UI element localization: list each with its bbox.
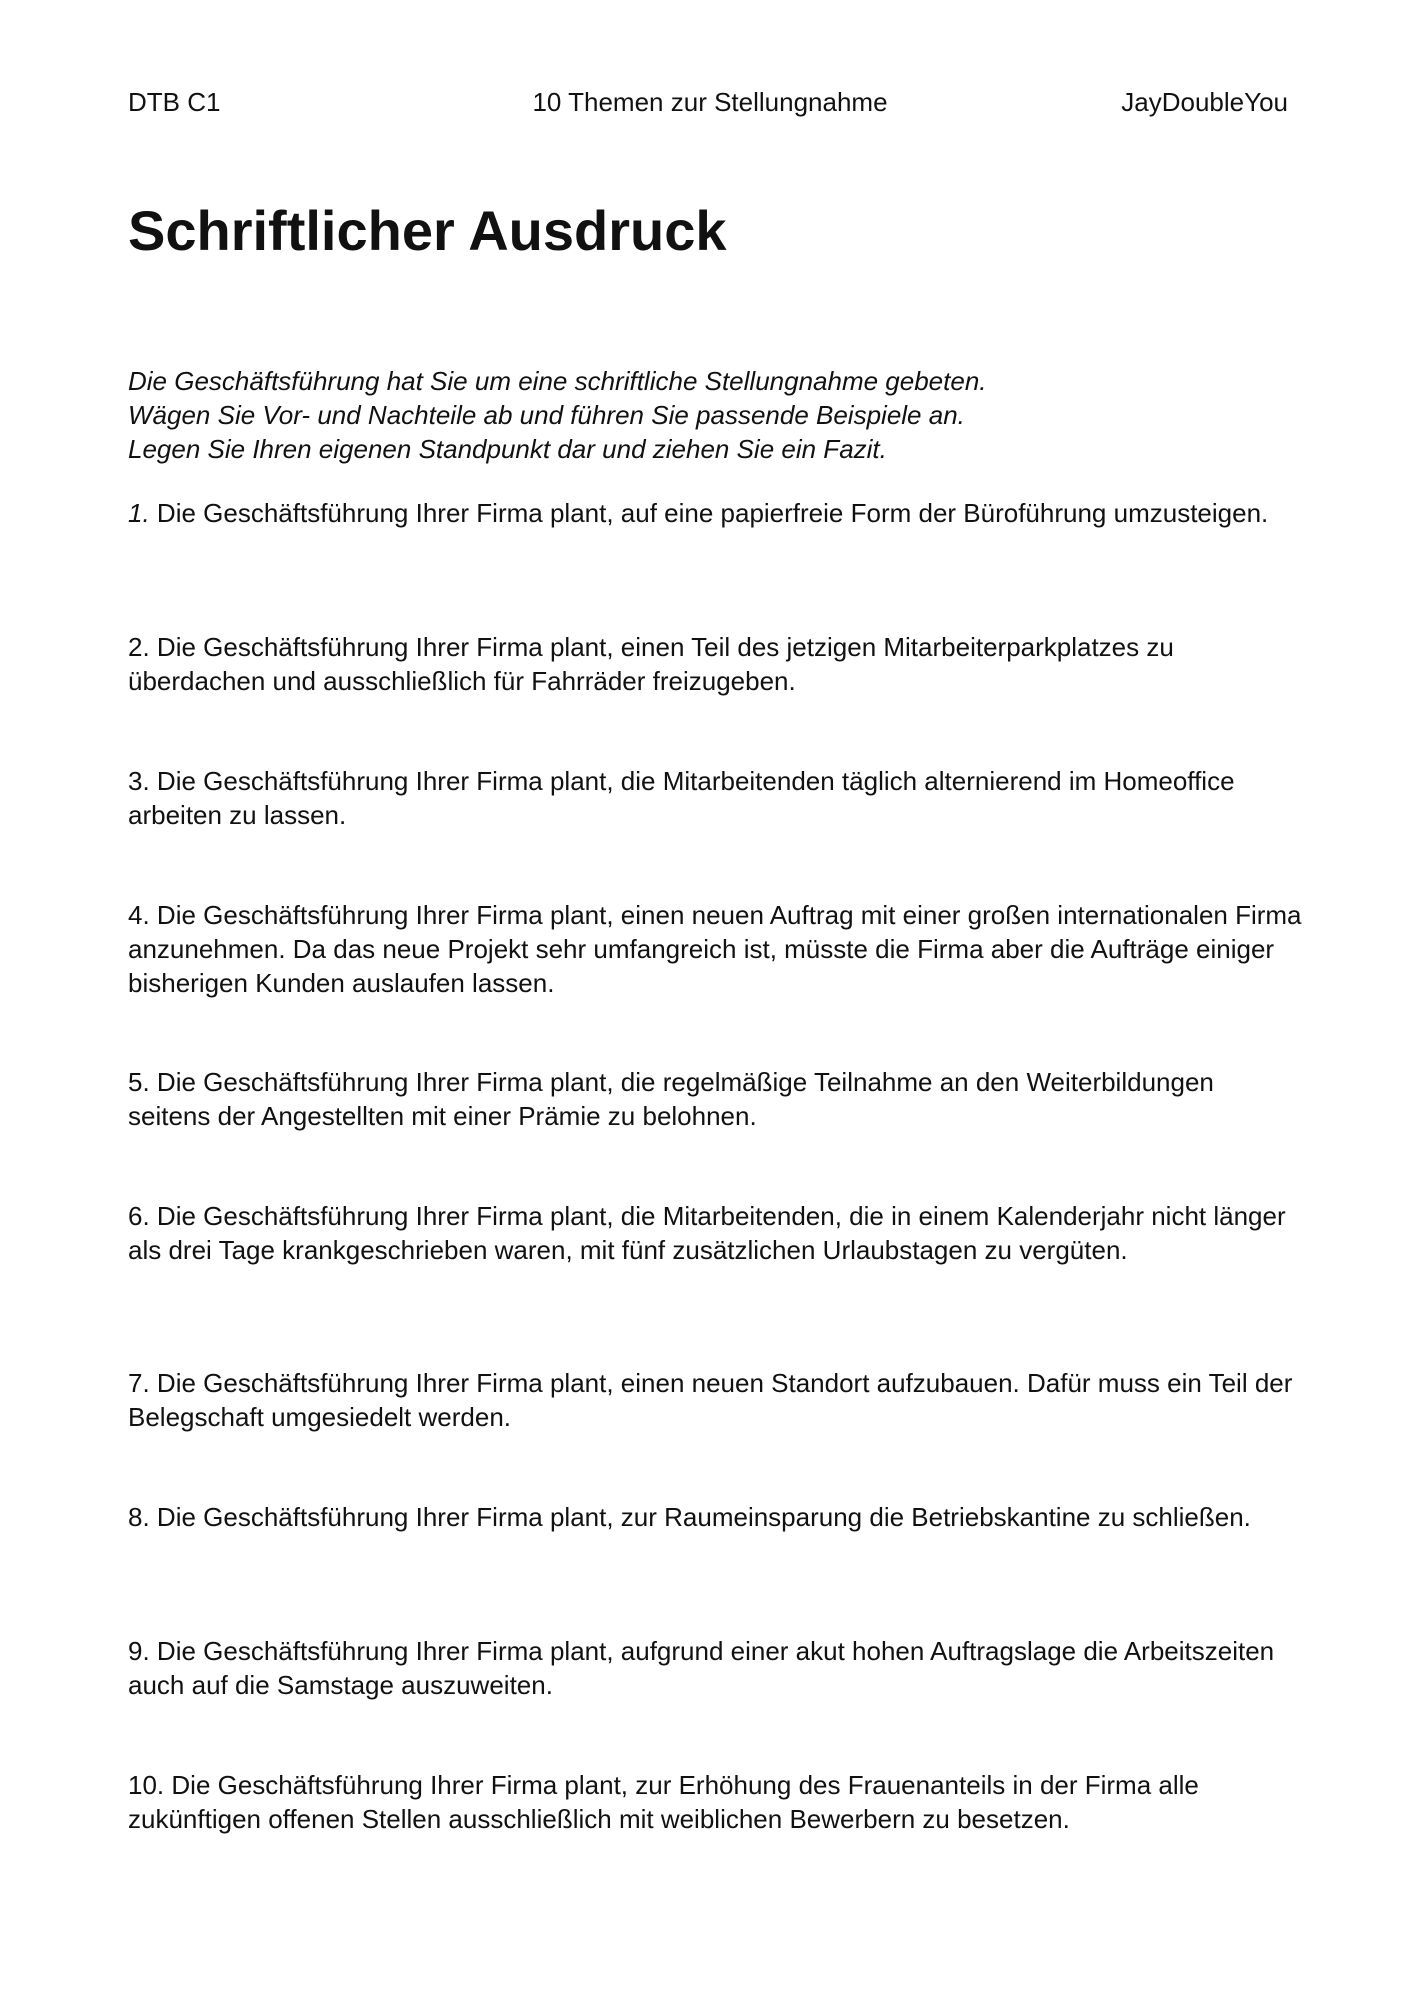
topic-number: 6. xyxy=(128,1201,150,1231)
topic-item-7 xyxy=(128,1366,1303,1434)
topic-number: 9. xyxy=(128,1636,150,1666)
topic-text: Die Geschäftsführung Ihrer Firma plant, einen neuen Standort aufzubauen. Dafür muss ein Teil der Belegschaft umgesiedelt werden. xyxy=(128,1368,1293,1432)
topic-text: Die Geschäftsführung Ihrer Firma plant, die regelmäßige Teilnahme an den Weiterbildungen seitens der Angestellten mit einer Prämie zu belohnen. xyxy=(128,1067,1214,1131)
topic-number: 10. xyxy=(128,1770,165,1800)
topic-text: Die Geschäftsführung Ihrer Firma plant, zur Erhöhung des Frauenanteils in der Firma alle zukünftigen offenen Stellen ausschließlich mit weiblichen Bewerbern zu besetzen. xyxy=(128,1770,1199,1834)
topic-number: 7. xyxy=(128,1368,150,1398)
topic-text: Die Geschäftsführung Ihrer Firma plant, aufgrund einer akut hohen Auftragslage die Arbeitszeiten auch auf die Samstage auszuweiten. xyxy=(128,1636,1275,1700)
topic-item-10 xyxy=(128,1768,1303,1836)
header-document-title: 10 Themen zur Stellungnahme xyxy=(532,87,888,117)
topic-text: Die Geschäftsführung Ihrer Firma plant, einen neuen Auftrag mit einer großen internationalen Firma anzunehmen. Da das neue Projekt sehr umfangreich ist, müsste die Firma aber die Aufträge einiger bisherigen Kunden auslaufen lassen. xyxy=(128,900,1302,998)
topic-number: 4. xyxy=(128,900,150,930)
page-header xyxy=(128,84,1288,120)
task-instructions xyxy=(128,364,1288,466)
topic-item-6 xyxy=(128,1199,1303,1267)
topic-text: Die Geschäftsführung Ihrer Firma plant, einen Teil des jetzigen Mitarbeiterparkplatzes zu überdachen und ausschließlich für Fahrräder freizugeben. xyxy=(128,632,1174,696)
instruction-line: Die Geschäftsführung hat Sie um eine schriftliche Stellungnahme gebeten. xyxy=(128,366,987,396)
topic-text: Die Geschäftsführung Ihrer Firma plant, die Mitarbeitenden täglich alternierend im Homeoffice arbeiten zu lassen. xyxy=(128,766,1235,830)
topic-item-2 xyxy=(128,630,1303,698)
topic-item-3 xyxy=(128,764,1303,832)
topic-number: 5. xyxy=(128,1067,150,1097)
topic-text: Die Geschäftsführung Ihrer Firma plant, auf eine papierfreie Form der Büroführung umzusteigen. xyxy=(156,498,1269,528)
instruction-line: Wägen Sie Vor- und Nachteile ab und führen Sie passende Beispiele an. xyxy=(128,400,965,430)
topic-number: 2. xyxy=(128,632,150,662)
topic-number: 8. xyxy=(128,1502,150,1532)
topic-item-5 xyxy=(128,1065,1303,1133)
topic-number: 3. xyxy=(128,766,150,796)
header-author: JayDoubleYou xyxy=(1121,87,1288,117)
page-title: Schriftlicher Ausdruck xyxy=(128,199,727,262)
topic-item-1 xyxy=(128,496,1303,530)
topic-item-8 xyxy=(128,1500,1303,1534)
topic-text: Die Geschäftsführung Ihrer Firma plant, zur Raumeinsparung die Betriebskantine zu schließen. xyxy=(156,1502,1251,1532)
topic-item-4 xyxy=(128,898,1303,1000)
topic-text: Die Geschäftsführung Ihrer Firma plant, die Mitarbeitenden, die in einem Kalenderjahr nicht länger als drei Tage krankgeschrieben waren, mit fünf zusätzlichen Urlaubstagen zu vergüten. xyxy=(128,1201,1286,1265)
instruction-line: Legen Sie Ihren eigenen Standpunkt dar und ziehen Sie ein Fazit. xyxy=(128,434,887,464)
topic-item-9 xyxy=(128,1634,1303,1702)
header-course-label: DTB C1 xyxy=(128,87,221,117)
topic-number: 1. xyxy=(128,498,150,528)
